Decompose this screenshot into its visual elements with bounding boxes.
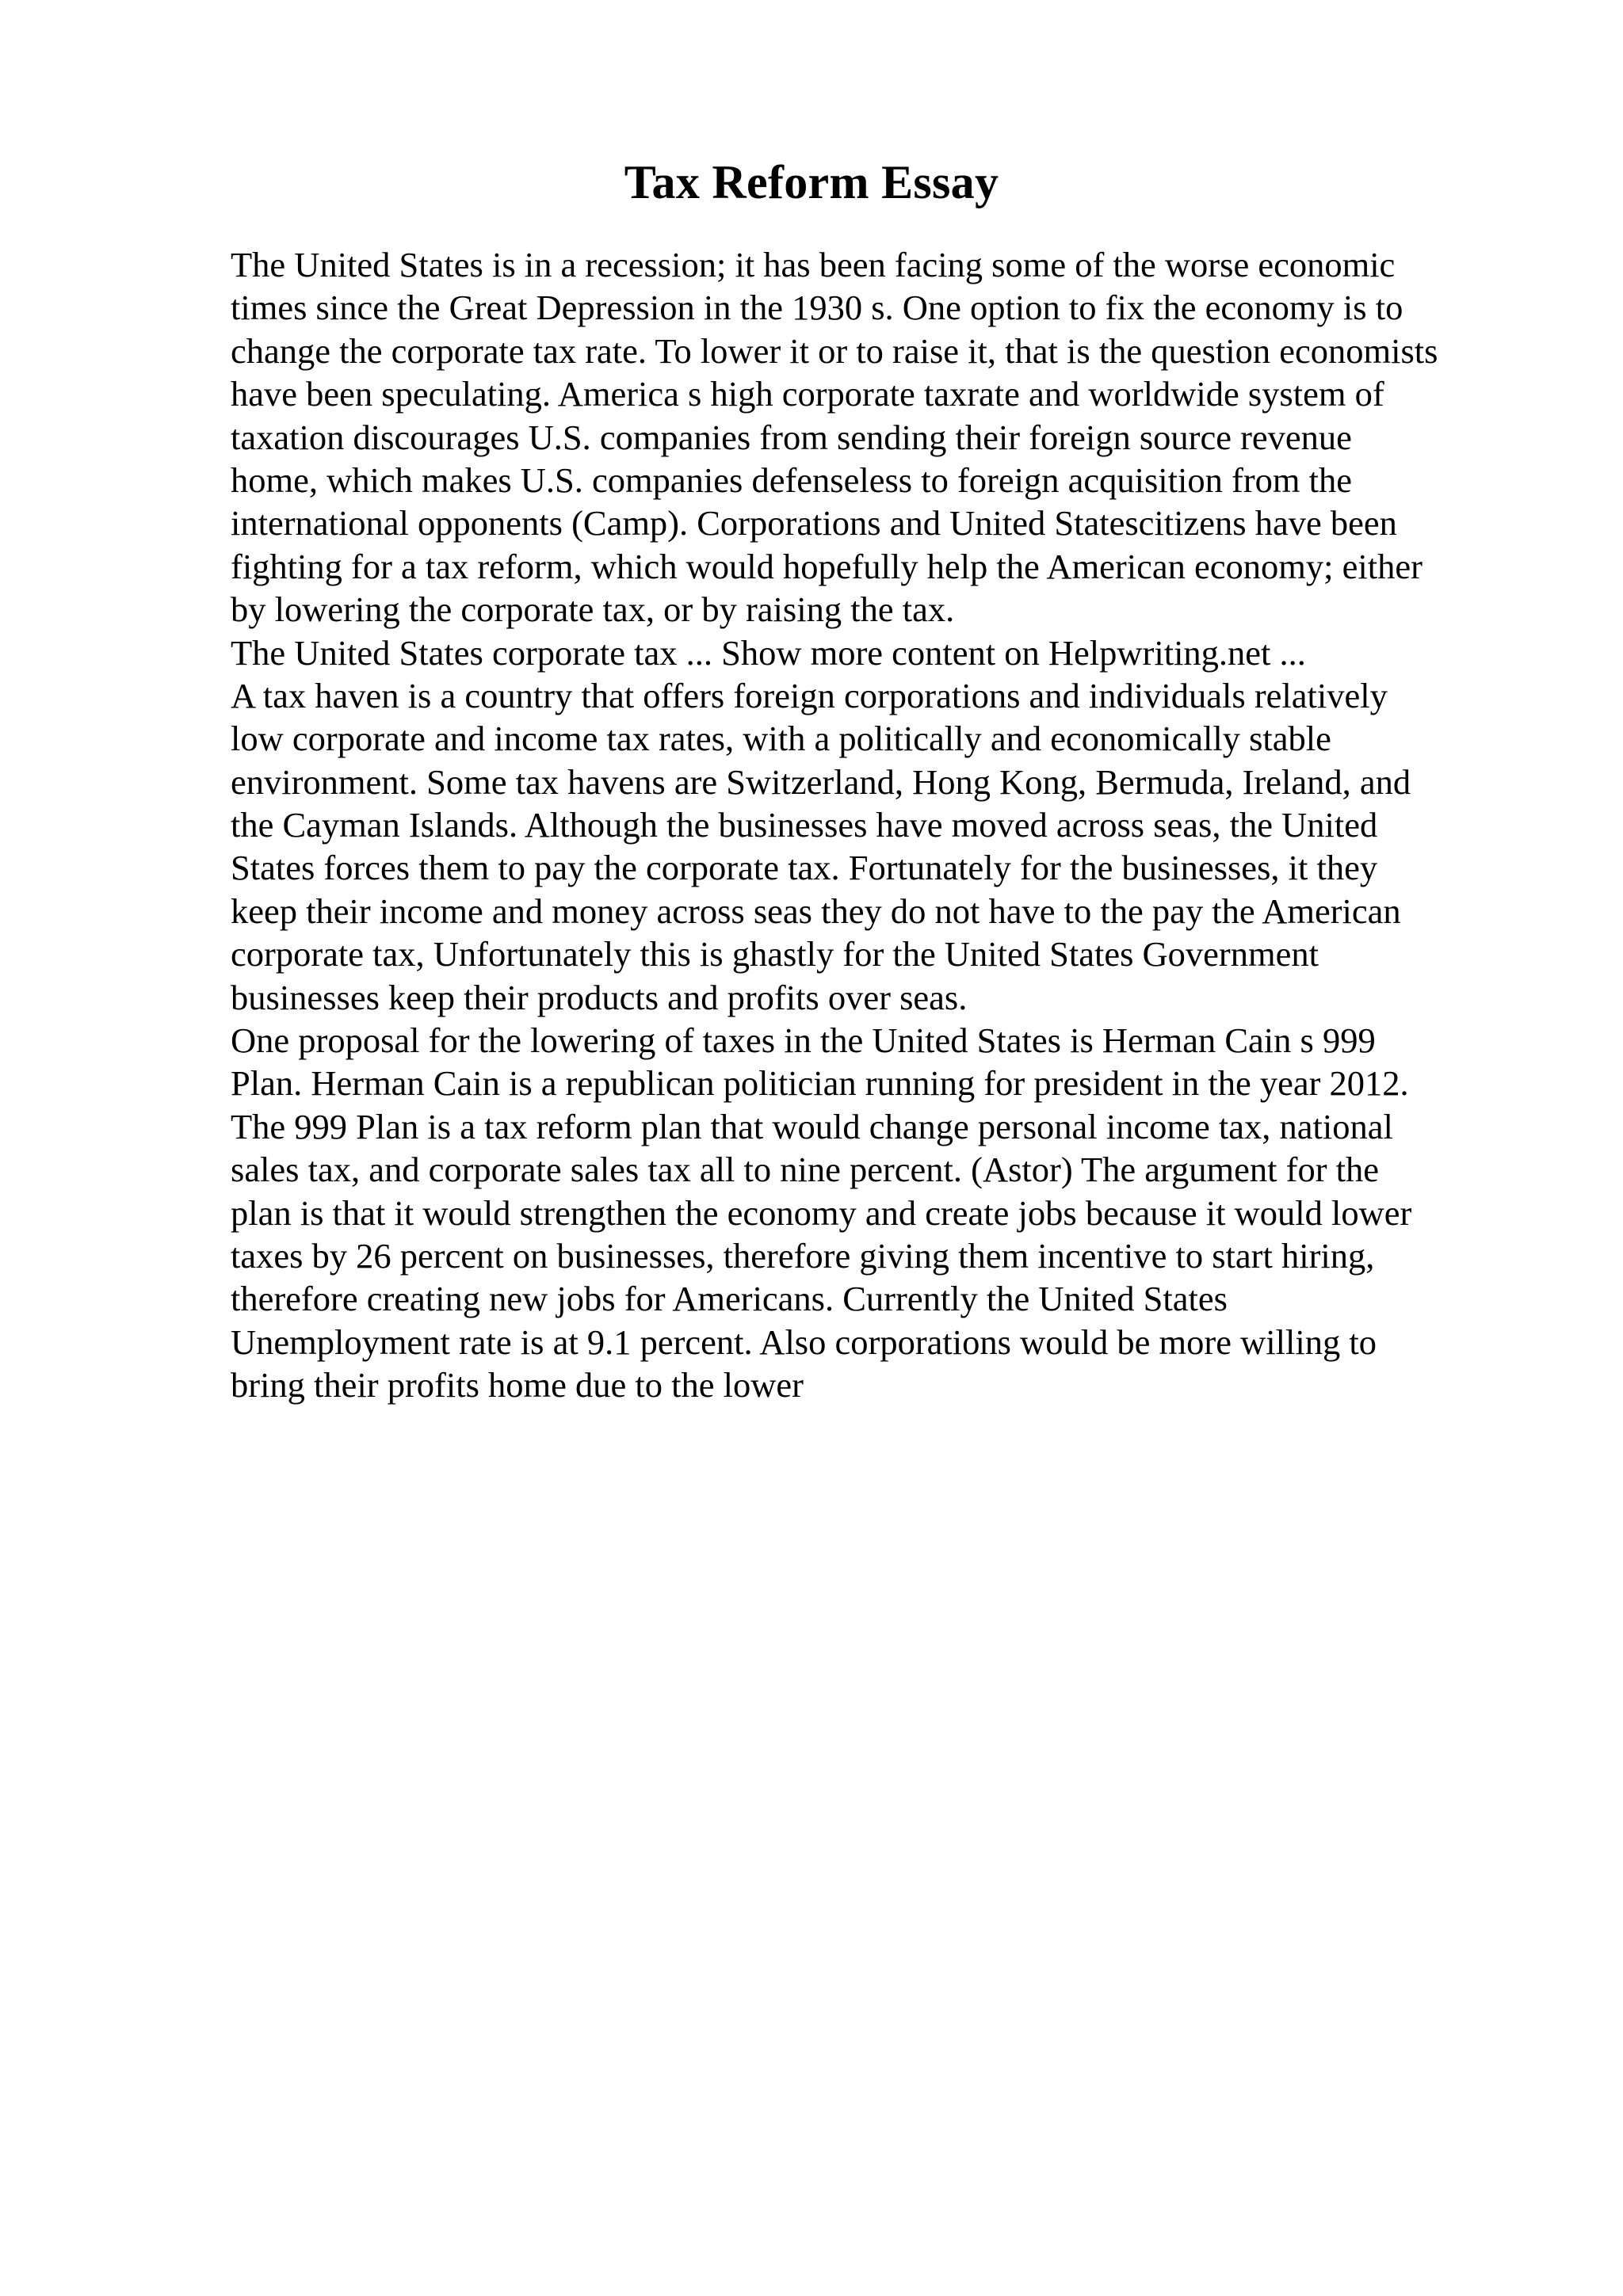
text-line: The 999 Plan is a tax reform plan that would change personal income tax, national [231,1106,1393,1146]
text-line: States forces them to pay the corporate tax. Fortunately for the businesses, it they [231,848,1378,888]
text-line: therefore creating new jobs for Americans. Currently the United States [231,1279,1228,1319]
text-line: by lowering the corporate tax, or by raising the tax. [231,589,955,630]
text-line: taxation discourages U.S. companies from sending their foreign source revenue [231,417,1352,457]
text-line: change the corporate tax rate. To lower it or to raise it, that is the question economists [231,330,1438,371]
text-line: The United States corporate tax ... Show more content on Helpwriting.net ... [231,632,1306,673]
text-line: One proposal for the lowering of taxes in the United States is Herman Cain s 999 [231,1020,1376,1061]
essay-body [231,243,1594,1407]
text-line: bring their profits home due to the lower [231,1365,804,1405]
text-line: have been speculating. America s high corporate taxrate and worldwide system of [231,374,1384,414]
text-line: Plan. Herman Cain is a republican politician running for president in the year 2012. [231,1063,1409,1104]
document-title: Tax Reform Essay [624,156,999,208]
text-line: the Cayman Islands. Although the businesses have moved across seas, the United [231,805,1378,845]
text-line: home, which makes U.S. companies defenseless to foreign acquisition from the [231,460,1353,500]
text-line: plan is that it would strengthen the economy and create jobs because it would lower [231,1192,1412,1233]
text-line: keep their income and money across seas they do not have to the pay the American [231,891,1401,931]
text-line: sales tax, and corporate sales tax all to nine percent. (Astor) The argument for the [231,1150,1380,1190]
text-line: environment. Some tax havens are Switzerland, Hong Kong, Bermuda, Ireland, and [231,761,1411,802]
text-line: businesses keep their products and profits over seas. [231,977,968,1017]
text-line: international opponents (Camp). Corporations and United Statescitizens have been [231,503,1397,543]
text-line: corporate tax, Unfortunately this is ghastly for the United States Government [231,934,1319,974]
text-line: A tax haven is a country that offers foreign corporations and individuals relatively [231,675,1388,715]
text-line: times since the Great Depression in the 1930 s. One option to fix the economy is to [231,288,1403,328]
text-line: Unemployment rate is at 9.1 percent. Also corporations would be more willing to [231,1322,1377,1362]
text-line: The United States is in a recession; it has been facing some of the worse economic [231,245,1396,284]
text-line: low corporate and income tax rates, with a politically and economically stable [231,719,1331,759]
text-line: fighting for a tax reform, which would hopefully help the American economy; either [231,546,1423,586]
text-line: taxes by 26 percent on businesses, therefore giving them incentive to start hiring, [231,1235,1375,1276]
